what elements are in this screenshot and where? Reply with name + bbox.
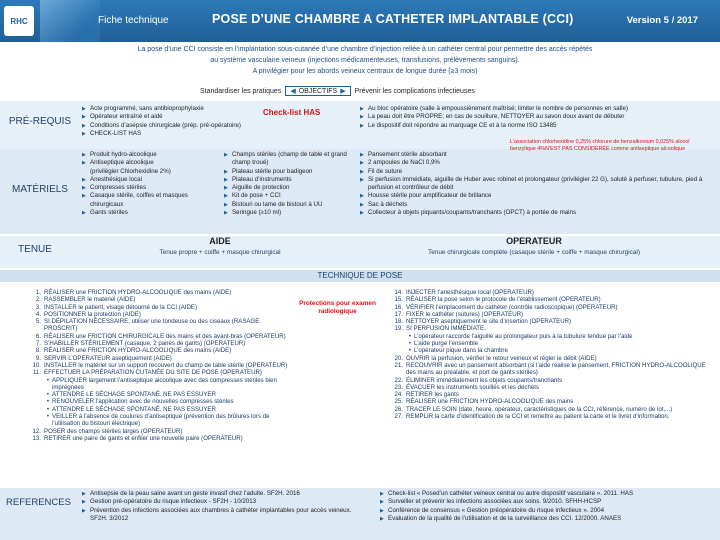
step-text: L’aide purge l’ensemble: [414, 340, 479, 348]
technique-step: [30, 398, 292, 405]
step-number: 15.: [394, 296, 403, 304]
step-number: [392, 333, 414, 340]
step-number: 16.: [394, 303, 403, 311]
step-text: SI PERFUSION IMMÉDIATE,: [406, 325, 486, 333]
step-number: 18.: [394, 318, 403, 326]
technique-step: [30, 413, 292, 428]
step-number: [30, 413, 52, 428]
technique-step: [392, 377, 710, 384]
technique-step: [30, 428, 292, 435]
technique-step: [30, 318, 292, 333]
technique-step: [30, 406, 292, 413]
technique-step: [392, 325, 710, 332]
materiels-col1: [82, 151, 220, 217]
step-text: RÉALISER une FRICTION HYDRO-ALCOOLIQUE des mains (AIDE): [44, 347, 232, 355]
step-text: POSITIONNER la protection (AIDE): [44, 310, 141, 318]
step-number: [392, 347, 414, 354]
step-text: EFFECTUER LA PRÉPARATION CUTANÉE DU SITE DE POSE (OPERATEUR): [44, 369, 262, 377]
technique-step: [392, 333, 710, 340]
list-item: ▶ Collecteur à objets piquants/coupants/tranchants (OPCT) à portée de mains: [360, 209, 705, 217]
technique-step: [30, 304, 292, 311]
technique-step: [392, 355, 710, 362]
list-item: ▶ 2 ampoules de NaCl 0,9%: [360, 159, 705, 167]
step-text: ÉVACUER les instruments souillés et les déchets: [406, 383, 539, 391]
step-text: VEILLER à l’absence de coulures d’antiseptique (prévention des brûlures lors de l’utilisation du bistouri électrique): [52, 413, 270, 428]
list-item: ▶ Au bloc opératoire (salle à empoussièrement maîtrisé; limiter le nombre de personnes en salle): [360, 105, 705, 113]
references-right: [380, 490, 710, 523]
step-text: RÉALISER une FRICTION HYDRO-ALCOOLIQUE des mains: [406, 398, 574, 406]
technique-step: [392, 398, 710, 405]
nav-prevenir[interactable]: [355, 88, 475, 95]
tenue-label: TENUE: [18, 244, 52, 255]
step-number: 26.: [394, 405, 403, 413]
step-text: SI DÉPILATION NÉCESSAIRE, utiliser une tondeuse ou des ciseaux (RASAGE PROSCRIT): [44, 318, 260, 333]
step-text: FIXER le cathéter (sutures) (OPERATEUR): [406, 310, 524, 318]
technique-step: [392, 384, 710, 391]
aide-box: [136, 236, 304, 256]
technique-step: [30, 311, 292, 318]
technique-step: [30, 355, 292, 362]
operateur-box: [364, 236, 704, 256]
header-decoration: [40, 0, 100, 42]
step-number: [30, 406, 52, 413]
step-text: RÉALISER une FRICTION HYDRO-ALCOOLIQUE des mains (AIDE): [44, 289, 232, 296]
step-number: 23.: [394, 383, 403, 391]
step-text: OUVRIR la perfusion, vérifier le retour veineux et régler le débit (AIDE): [406, 354, 597, 362]
materiels-col2: [224, 151, 354, 217]
step-number: 14.: [394, 289, 403, 296]
step-number: 19.: [394, 325, 403, 333]
step-text: L’opérateur pique dans la chambre: [414, 347, 508, 355]
step-text: INSTALLER le matériel sur un support recouvert du champ de table stérile (OPERATEUR): [44, 361, 288, 369]
references-label: REFERENCES: [6, 497, 71, 508]
list-item: ▶ Gants stériles: [82, 209, 220, 217]
list-item: ▶ Sac à déchets: [360, 201, 705, 209]
technique-step: [392, 406, 710, 413]
technique-step: [392, 340, 710, 347]
list-item: ▶ Pansement stérile absorbant: [360, 151, 705, 159]
materiels-label: MATÉRIELS: [12, 184, 68, 195]
list-item: ▶ Plateau d’instruments: [224, 176, 354, 184]
materiels-col3: [360, 151, 705, 217]
list-item: ▶ Housse stérile pour amplificateur de brillance: [360, 192, 705, 200]
fiche-label: Fiche technique: [98, 15, 169, 26]
list-item: ▶ Fil de suture: [360, 168, 705, 176]
list-item: ▶ Kit de pose + CCI: [224, 192, 354, 200]
page-title: POSE D’UNE CHAMBRE A CATHETER IMPLANTABLE (CCI): [212, 12, 574, 26]
step-number: [392, 340, 414, 347]
step-text: ATTENDRE LE SÉCHAGE SPONTANÉ. NE PAS ESSUYER: [52, 391, 216, 399]
step-text: RECOUVRIR avec un pansement absorbant (si l’aide réalise le pansement, FRICTION HYDRO-ALCOOLIQUE des mains au préalable, et port de gants stériles): [406, 361, 706, 377]
step-number: 11.: [32, 369, 41, 377]
intro-line: La pose d’une CCI consiste en l’implantation sous-cutanée d’une chambre d’injection reliée à un cathéter central pour permettre des accès répétés: [137, 46, 593, 53]
step-text: VÉRIFIER l’emplacement du cathéter (contrôle radioscopique) (OPERATEUR): [406, 303, 618, 311]
list-item: (privilégier Chlorhexidine 2%): [90, 167, 171, 175]
step-number: [30, 391, 52, 398]
technique-steps-left: [30, 289, 292, 442]
references-left: [82, 490, 352, 523]
version-label: Version 5 / 2017: [626, 15, 698, 26]
step-text: RÉALISER une FRICTION CHIRURGICALE des mains et des avant-bras (OPERATEUR): [44, 332, 286, 340]
rhc-logo: RHC: [4, 6, 34, 36]
step-number: 1.: [35, 289, 41, 296]
prereq-right-list: [360, 105, 705, 130]
technique-step: [392, 318, 710, 325]
step-text: INJECTER l’anesthésique local (OPERATEUR): [406, 289, 534, 296]
nav-objectifs[interactable]: [285, 86, 350, 96]
step-number: 25.: [394, 398, 403, 406]
step-number: 24.: [394, 391, 403, 399]
list-item: ▶ Bistouri ou lame de bistouri à UU: [224, 201, 354, 209]
operateur-title: OPERATEUR: [506, 236, 562, 246]
step-number: 8.: [35, 347, 41, 355]
header: [0, 0, 720, 42]
technique-step: [30, 362, 292, 369]
aide-title: AIDE: [209, 236, 231, 246]
association-note: L’association chlorhexidine 0,25% chlorure de benzalkonium 0,025% alcool benzylique 4%N’EST PAS CONSIDÉRÉE comme antiseptique alcoolique: [510, 139, 690, 152]
step-text: REMPLIR la carte d’identification de la CCI et remettre au patient la carte et le livret d’information.: [406, 413, 670, 421]
technique-title: TECHNIQUE DE POSE: [0, 270, 720, 282]
intro-text: [60, 44, 670, 77]
technique-step: [30, 296, 292, 303]
step-number: [30, 398, 52, 405]
reference-item: ▶ Gestion pré-opératoire du risque infectieux - SF2H - 10/2013: [82, 498, 352, 506]
step-text: POSER des champs stériles larges (OPERATEUR): [44, 427, 183, 435]
list-item: ▶ Anesthésique local: [82, 176, 220, 184]
step-text: INSTALLER le patient, visage détourné de la CCI (AIDE): [44, 303, 197, 311]
nav-label: Prévenir les complications infectieuses: [354, 87, 475, 95]
list-item: ▶ La peau doit être PROPRE; en cas de souillure, NETTOYER au savon doux avant de débuter: [360, 113, 705, 121]
list-item: ▶ Aiguille de protection: [224, 184, 354, 192]
step-number: 17.: [394, 310, 403, 318]
step-number: 9.: [35, 354, 41, 362]
list-item: ▶ Acte programmé, sans antibioprophylaxie: [82, 105, 282, 113]
reference-item: ▶ Check-list « Posed’un cathéter veineux central ou autre dispositif vasculaire ». 2011. HAS: [380, 490, 710, 498]
list-item: ▶ Conditions d’asepsie chirurgicale (prép. pré-opératoire): [82, 122, 282, 130]
step-number: 5.: [35, 318, 41, 326]
list-item: ▶ Casaque stérile, coiffes et masques chirurgicaux: [82, 192, 220, 209]
step-number: 20.: [394, 354, 403, 362]
list-item: ▶ Champs stériles (champ de table et grand champ troué): [224, 151, 354, 168]
step-text: TRACER LE SOIN (date, heure, opérateur, caractéristiques de la CCI, référence, numéro de lot,...): [406, 405, 673, 413]
step-text: ÉLIMINER immédiatement les objets coupants/tranchants: [406, 376, 563, 384]
step-number: 6.: [35, 332, 41, 340]
technique-step: [392, 296, 710, 303]
checklist-has-label: Check-list HAS: [263, 108, 321, 117]
reference-item: ▶ Evaluation de la qualité de l’utilisation et de la surveillance des CCI. 12/2000. ANAES: [380, 515, 710, 523]
step-number: 13.: [32, 434, 41, 442]
step-text: RÉALISER la pose selon le protocole de l’établissement (OPERATEUR): [406, 296, 601, 304]
list-item: ▶ Seringue (≥10 ml): [224, 209, 354, 217]
prereq-label: PRÉ-REQUIS: [8, 116, 72, 127]
step-number: 2.: [35, 296, 41, 304]
step-number: [30, 377, 52, 392]
technique-step: [392, 362, 710, 377]
step-text: APPLIQUER largement l’antiseptique alcoolique avec des compresses stériles bien imprégnées: [52, 376, 277, 391]
technique-step: [392, 391, 710, 398]
technique-step: [392, 347, 710, 354]
technique-step: [30, 340, 292, 347]
step-text: RASSEMBLER le matériel (AIDE): [44, 296, 136, 304]
technique-step: [30, 369, 292, 376]
objectives-bar: [200, 84, 475, 98]
technique-step: [30, 289, 292, 296]
arrow-right-icon: ▶: [340, 88, 346, 95]
reference-item: ▶ Conférence de consensus « Gestion préopératoire du risque infectieux ». 2004: [380, 507, 710, 515]
step-text: S’HABILLER STÉRILEMENT (casaque, 2 paires de gants) (OPERATEUR): [44, 340, 246, 348]
list-item: ▶ Antiseptique alcoolique: [82, 159, 220, 167]
intro-line: au système vasculaire veineux (injections médicamenteuses, transfusions, prélèvements sanguins).: [210, 57, 520, 64]
step-text: SERVIR L’OPERATEUR aseptiquement (AIDE): [44, 354, 172, 362]
step-text: RENOUVELER l’application avec de nouvelles compresses stériles: [52, 398, 234, 406]
list-item: ▶ Plateau stérile pour badigeon: [224, 168, 354, 176]
reference-item: ▶ Prévention des infections associées aux chambres à cathéter implantables pour accès veineux. SF2H. 3/2012: [82, 507, 352, 524]
list-item: ▶ Compresses stériles: [82, 184, 220, 192]
technique-step: [30, 333, 292, 340]
operateur-sub: Tenue chirurgicale complète (casaque stérile + coiffe + masque chirurgical): [428, 249, 640, 256]
technique-step: [30, 391, 292, 398]
aide-sub: Tenue propre + coiffe + masque chirurgical: [159, 249, 281, 256]
reference-item: ▶ Antisepsie de la peau saine avant un geste invasif chez l’adulte. SF2H. 2016: [82, 490, 352, 498]
list-item: ▶ Si perfusion immédiate, aiguille de Huber avec robinet et prolongateur (privilégier 22 G), soluté à perfuser, tubulure, pied à perfusion et contrôleur de débit: [360, 176, 705, 193]
reference-item: ▶ Surveiller et prévenir les infections associées aux soins. 9/2010. SFHH-HCSP: [380, 498, 710, 506]
technique-step: [30, 347, 292, 354]
nav-label: OBJECTIFS: [298, 87, 338, 95]
technique-step: [392, 311, 710, 318]
prereq-left-list: [82, 105, 282, 138]
list-item: ▶ Opérateur entraîné et aidé: [82, 113, 282, 121]
step-number: 12.: [32, 427, 41, 435]
list-item: ▶ Produit hydro-alcoolique: [82, 151, 220, 159]
step-number: 10.: [32, 361, 41, 369]
step-number: 7.: [35, 340, 41, 348]
arrow-left-icon: ◀: [290, 88, 296, 95]
nav-standardiser[interactable]: [200, 88, 281, 95]
technique-step: [392, 413, 710, 420]
nav-label: Standardiser les pratiques: [200, 87, 282, 95]
protection-note: Protections pour examen radiologique: [299, 300, 376, 315]
intro-line: A privilégier pour les abords veineux centraux de longue durée (≥3 mois): [252, 68, 478, 75]
technique-step: [30, 377, 292, 392]
step-number: 3.: [35, 303, 41, 311]
step-number: 21.: [394, 361, 403, 369]
technique-step: [30, 435, 292, 442]
step-text: ATTENDRE LE SÉCHAGE SPONTANÉ. NE PAS ESSUYER: [52, 405, 216, 413]
technique-step: [392, 304, 710, 311]
step-text: RETIRER les gants: [406, 391, 459, 399]
technique-steps-right: [392, 289, 710, 420]
step-text: RETIRER une paire de gants et enfiler une nouvelle paire (OPERATEUR): [44, 434, 243, 442]
technique-step: [392, 289, 710, 296]
step-number: 27.: [394, 413, 403, 421]
list-item: ▶ CHECK-LIST HAS: [82, 130, 282, 138]
step-number: 4.: [35, 310, 41, 318]
step-number: 22.: [394, 376, 403, 384]
list-item: ▶ Le dispositif doit répondre au marquage CE et à la norme ISO 13485: [360, 122, 705, 130]
step-text: L’opérateur raccorde l’aiguille au prolongateur puis à la tubulure tendue par l’aide: [414, 332, 633, 340]
step-text: NETTOYER aseptiquement le site d’insertion (OPERATEUR): [406, 318, 572, 326]
